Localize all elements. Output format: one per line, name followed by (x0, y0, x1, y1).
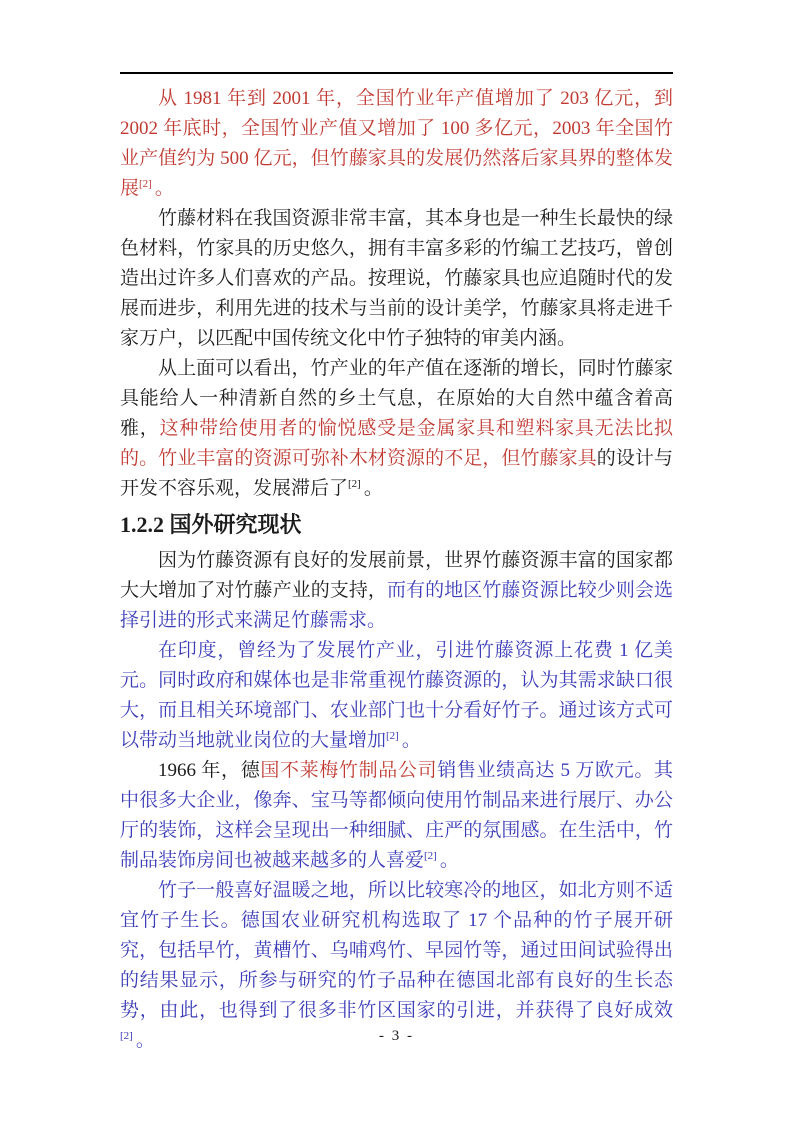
text-run: 的设计与开发不容乐观，发展滞后了 (120, 448, 673, 499)
citation-ref: [2] (386, 729, 399, 742)
paragraph-foreign-support (120, 546, 673, 636)
text-run: 在印度，曾经为了发展竹产业，引进竹藤资源上花费 1 亿美元。同时政府和媒体也是非常重视竹藤资源的，认为其需求缺口很大，而且相关环境部门、农业部门也十分看好竹子。通过该方式可以带动当地就业岗位的大量增加 (120, 640, 673, 751)
text-run: 国不莱梅竹制品公司 (260, 760, 438, 781)
text-run: 而有的地区竹藤资源比较少则会选择引进的形式来满足竹藤需求。 (120, 580, 673, 631)
paragraph-india (120, 636, 673, 756)
citation-ref: [2] (139, 177, 152, 190)
text-run: 从 1981 年到 2001 年，全国竹业年产值增加了 203 亿元，到 2002 年底时，全国竹业产值又增加了 100 多亿元，2003 年全国竹业产值约为 500 亿元，但竹藤家具的发展仍然落后家具界的整体发展 (120, 88, 673, 199)
text-run: 从上面可以看出，竹产业的年产值在逐渐的增长，同时竹藤家具能给人一种清新自然的乡土气息，在原始的大自然中蕴含着高雅， (120, 358, 673, 439)
text-run: 。 (401, 730, 421, 751)
page-content (120, 84, 673, 1056)
text-run: 1966 年，德 (158, 760, 261, 781)
section-heading: 1.2.2 国外研究现状 (120, 512, 302, 537)
text-run: 竹子一般喜好温暖之地，所以比较寒冷的地区，如北方则不适宜竹子生长。德国农业研究机构选取了 17 个品种的竹子展开研究，包括早竹，黄槽竹、乌哺鸡竹、早园竹等，通过田间试验得出的结果显示，所参与研究的竹子品种在德国北部有良好的生长态势，由此，也得到了很多非竹区国家的引进，并获得了良好成效 (120, 880, 673, 1021)
text-run: 。 (154, 178, 174, 199)
text-run: 销售业绩高达 5 万欧元。其中很多大企业，像奔、宝马等都倾向使用竹制品来进行展厅、办公厅的装饰，这样会呈现出一种细腻、庄严的氛围感。在生活中，竹制品装饰房间也被越来越多的人喜爱 (120, 760, 673, 871)
header-rule (120, 72, 673, 74)
text-run: 竹藤材料在我国资源非常丰富，其本身也是一种生长最快的绿色材料，竹家具的历史悠久，拥有丰富多彩的竹编工艺技巧，曾创造出过许多人们喜欢的产品。按理说，竹藤家具也应追随时代的发展而进步，利用先进的技术与当前的设计美学，竹藤家具将走进千家万户，以匹配中国传统文化中竹子独特的审美内涵。 (120, 208, 673, 349)
text-run: 因为竹藤资源有良好的发展前景，世界竹藤资源丰富的国家都大大增加了对竹藤产业的支持， (120, 550, 673, 601)
paragraph-germany-company (120, 756, 673, 876)
page-number: - 3 - (379, 1028, 414, 1044)
citation-ref: [2] (120, 1029, 133, 1042)
text-run: 。 (135, 1030, 155, 1051)
paragraph-growth-summary (120, 354, 673, 504)
paragraph-bamboo-material (120, 204, 673, 354)
text-run: 。 (439, 850, 459, 871)
text-run: 。 (363, 478, 383, 499)
citation-ref: [2] (424, 849, 437, 862)
page-footer (0, 1028, 793, 1045)
paragraph-bamboo-output-value (120, 84, 673, 204)
citation-ref: [2] (348, 477, 361, 490)
text-run: 这种带给使用者的愉悦感受是金属家具和塑料家具无法比拟的。竹业丰富的资源可弥补木材资源的不足，但竹藤家具 (120, 418, 673, 469)
